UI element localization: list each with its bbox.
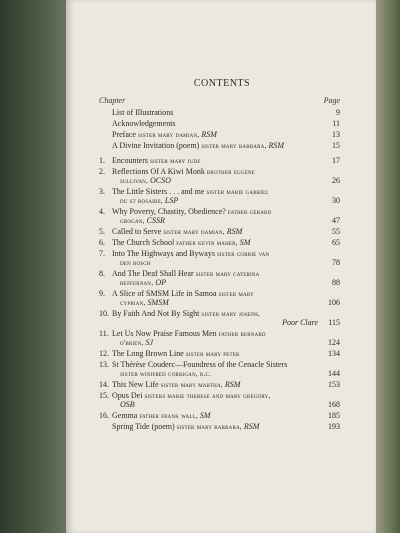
entry-number-blank (99, 196, 112, 205)
entry-order: SJ (145, 338, 153, 347)
entry-order: OSB (120, 400, 135, 409)
toc-entry (99, 329, 340, 338)
entry-title: A Slice of SMSM Life in Samoa (112, 289, 217, 298)
entry-order: SM (239, 238, 251, 247)
entry-order: SM (199, 411, 211, 420)
entry-order: OP (155, 278, 166, 287)
entry-number: 3. (99, 187, 105, 196)
toc-entry-continuation (99, 318, 340, 327)
toc-entry (99, 238, 340, 247)
toc-entry-continuation (99, 196, 340, 205)
toc-entry-continuation (99, 369, 340, 378)
entry-number (99, 422, 112, 431)
toc-entry (99, 108, 340, 117)
entry-number-blank (99, 369, 112, 378)
entry-text (112, 309, 318, 318)
entry-author: sister marie gabriel (206, 187, 269, 196)
entry-page (318, 187, 340, 196)
entry-order: RSM (201, 130, 217, 139)
entry-page: 144 (328, 369, 340, 378)
entry-page (318, 391, 340, 400)
entry-number-blank (99, 176, 112, 185)
entry-title: List of Illustrations (112, 108, 174, 117)
entry-order: RSM (226, 227, 243, 236)
entry-number: 9. (99, 289, 105, 298)
entry-number: 11. (99, 329, 109, 338)
toc-entry (99, 249, 340, 258)
entry-order: RSM (243, 422, 260, 431)
table-of-contents (99, 108, 340, 433)
entry-page: 193 (328, 422, 340, 431)
entry-page: 17 (332, 156, 340, 165)
entry-page (318, 249, 340, 258)
entry-number-blank (99, 278, 112, 287)
entry-title: Gemma (112, 411, 138, 420)
entry-page (318, 207, 340, 216)
entry-text (112, 167, 318, 176)
entry-title: Into The Highways and Byways (112, 249, 215, 258)
entry-text (112, 380, 318, 389)
entry-order: OCSO (150, 176, 171, 185)
entry-page: 11 (332, 119, 340, 128)
entry-author: father frank wall, (139, 411, 198, 420)
entry-page (318, 360, 340, 369)
toc-entry (99, 119, 340, 128)
entry-title: Preface (112, 130, 136, 139)
entry-order: SMSM (147, 298, 169, 307)
entry-text (112, 298, 318, 307)
toc-entry (99, 380, 340, 389)
entry-page: 47 (332, 216, 340, 225)
entry-page: 78 (332, 258, 340, 267)
toc-entry-continuation (99, 278, 340, 287)
entry-author: sister mary joseph, (201, 309, 260, 318)
book-cover-edge-right (376, 0, 400, 533)
entry-page: 153 (328, 380, 340, 389)
entry-text (112, 141, 318, 150)
entry-page: 115 (328, 318, 340, 327)
chapter-column-label: Chapter (99, 96, 126, 105)
entry-author: sisters marie therese and mary gregory, (144, 391, 271, 400)
entry-number: 5. (99, 227, 105, 236)
entry-order: RSM (268, 141, 285, 150)
toc-entry (99, 309, 340, 318)
entry-order: LSP (164, 196, 179, 205)
entry-text (112, 369, 318, 378)
entry-title: Why Poverty, Chastity, Obedience? (112, 207, 226, 216)
toc-entry (99, 391, 340, 400)
entry-text (112, 156, 318, 165)
toc-entry-continuation (99, 258, 340, 267)
entry-order: Poor Clare (282, 318, 318, 327)
entry-author: den bosch (120, 258, 151, 267)
entry-order: CSSR (146, 216, 165, 225)
toc-entry (99, 167, 340, 176)
entry-number: 10. (99, 309, 109, 318)
entry-page: 88 (332, 278, 340, 287)
entry-page: 15 (332, 141, 340, 150)
entry-title: Reflections Of A Kiwi Monk (112, 167, 205, 176)
entry-title: By Faith And Not By Sight (112, 309, 200, 318)
entry-author: sister winifred corrigan, r.c. (120, 369, 212, 378)
entry-number-blank (99, 400, 112, 409)
entry-title: A Divine Invitation (poem) (112, 141, 200, 150)
entry-text (112, 278, 318, 287)
entry-title: Called to Serve (112, 227, 162, 236)
entry-text (112, 329, 318, 338)
entry-page: 26 (332, 176, 340, 185)
entry-number: 7. (99, 249, 105, 258)
entry-number: 16. (99, 411, 109, 420)
toc-entry-continuation (99, 338, 340, 347)
toc-entry (99, 207, 340, 216)
entry-page: 168 (328, 400, 340, 409)
entry-page (318, 289, 340, 298)
entry-author: sister mary damian, (137, 130, 200, 139)
entry-title: St Thérèse Couderc—Foundress of the Cenacle Sisters (112, 360, 288, 369)
entry-title: The Long Brown Line (112, 349, 184, 358)
toc-entry (99, 289, 340, 298)
entry-author: du st rosaire, (120, 196, 163, 205)
entry-text (112, 238, 318, 247)
entry-page (318, 167, 340, 176)
entry-author: sister mary barbara, (176, 422, 242, 431)
spacer (99, 431, 340, 433)
entry-page (318, 329, 340, 338)
entry-number (99, 130, 112, 139)
entry-number-blank (99, 338, 112, 347)
entry-author: o'brien, (120, 338, 144, 347)
entry-page: 106 (328, 298, 340, 307)
entry-author: father kevin maher, (176, 238, 238, 247)
toc-entry (99, 411, 340, 420)
entry-number (99, 119, 112, 128)
book-page (66, 0, 378, 533)
entry-author: sister mary damian, (163, 227, 225, 236)
entry-text (112, 338, 318, 347)
entry-number (99, 141, 112, 150)
entry-number-blank (99, 298, 112, 307)
entry-page: 30 (332, 196, 340, 205)
entry-page: 13 (332, 130, 340, 139)
entry-page: 185 (328, 411, 340, 420)
toc-entry (99, 141, 340, 150)
entry-number-blank (99, 258, 112, 267)
entry-number-blank (99, 216, 112, 225)
entry-title: Opus Dei (112, 391, 143, 400)
entry-text (112, 360, 318, 369)
toc-entry-continuation (99, 298, 340, 307)
entry-text (112, 249, 318, 258)
entry-author: father bernard (218, 329, 266, 338)
entry-number: 12. (99, 349, 109, 358)
entry-text (112, 411, 318, 420)
entry-text (112, 130, 318, 139)
entry-text (112, 227, 318, 236)
entry-number: 1. (99, 156, 105, 165)
entry-number: 13. (99, 360, 109, 369)
contents-heading: CONTENTS (193, 78, 251, 89)
entry-author: sister mary martha, (160, 380, 223, 389)
entry-author: sullivan, (120, 176, 149, 185)
toc-entry (99, 156, 340, 165)
entry-number (99, 108, 112, 117)
toc-entry-continuation (99, 216, 340, 225)
toc-entry (99, 130, 340, 139)
entry-title: Acknowledgements (112, 119, 176, 128)
toc-entry (99, 269, 340, 278)
entry-text (112, 207, 318, 216)
entry-number: 4. (99, 207, 105, 216)
entry-author: sister mary (218, 289, 254, 298)
entry-title: The Little Sisters . . . and me (112, 187, 205, 196)
entry-page (318, 309, 340, 318)
book-spine-left (0, 0, 70, 533)
entry-author: grogan, (120, 216, 145, 225)
toc-entry (99, 187, 340, 196)
entry-text (112, 400, 318, 409)
entry-author: brother eugene (206, 167, 255, 176)
entry-author: sister corrie van (216, 249, 270, 258)
entry-text (112, 176, 318, 185)
entry-author: sister mary caterina (195, 269, 260, 278)
page-column-label: Page (323, 96, 340, 105)
entry-text (112, 422, 318, 431)
entry-title: And The Deaf Shall Hear (112, 269, 194, 278)
toc-entry-continuation (99, 176, 340, 185)
entry-title: Spring Tide (poem) (112, 422, 175, 431)
entry-page: 134 (328, 349, 340, 358)
entry-page: 9 (336, 108, 340, 117)
toc-entry-continuation (99, 400, 340, 409)
entry-text (112, 216, 318, 225)
entry-author: sister mary barbara, (201, 141, 267, 150)
entry-text (112, 318, 318, 327)
entry-author: heffernan, (120, 278, 154, 287)
entry-text (112, 196, 318, 205)
entry-text (112, 108, 318, 117)
entry-number: 15. (99, 391, 109, 400)
entry-text (112, 289, 318, 298)
entry-author: sister mary peter (185, 349, 240, 358)
entry-author: cyprian, (120, 298, 146, 307)
entry-page: 65 (332, 238, 340, 247)
entry-title: This New Life (112, 380, 159, 389)
toc-entry (99, 349, 340, 358)
entry-number: 6. (99, 238, 105, 247)
entry-author: father gerard (227, 207, 272, 216)
entry-text (112, 187, 318, 196)
entry-number: 8. (99, 269, 105, 278)
entry-text (112, 258, 318, 267)
entry-text (112, 349, 318, 358)
entry-order: RSM (224, 380, 241, 389)
entry-title: The Church School (112, 238, 175, 247)
entry-number: 14. (99, 380, 109, 389)
entry-text (112, 119, 318, 128)
toc-entry (99, 227, 340, 236)
entry-text (112, 269, 318, 278)
entry-number-blank (99, 318, 112, 327)
entry-title: Let Us Now Praise Famous Men (112, 329, 217, 338)
toc-entry (99, 422, 340, 431)
toc-entry (99, 360, 340, 369)
entry-page (318, 269, 340, 278)
entry-number: 2. (99, 167, 105, 176)
entry-text (112, 391, 318, 400)
entry-page: 55 (332, 227, 340, 236)
entry-author: sister mary jude (150, 156, 201, 165)
entry-page: 124 (328, 338, 340, 347)
entry-title: Encounters (112, 156, 148, 165)
